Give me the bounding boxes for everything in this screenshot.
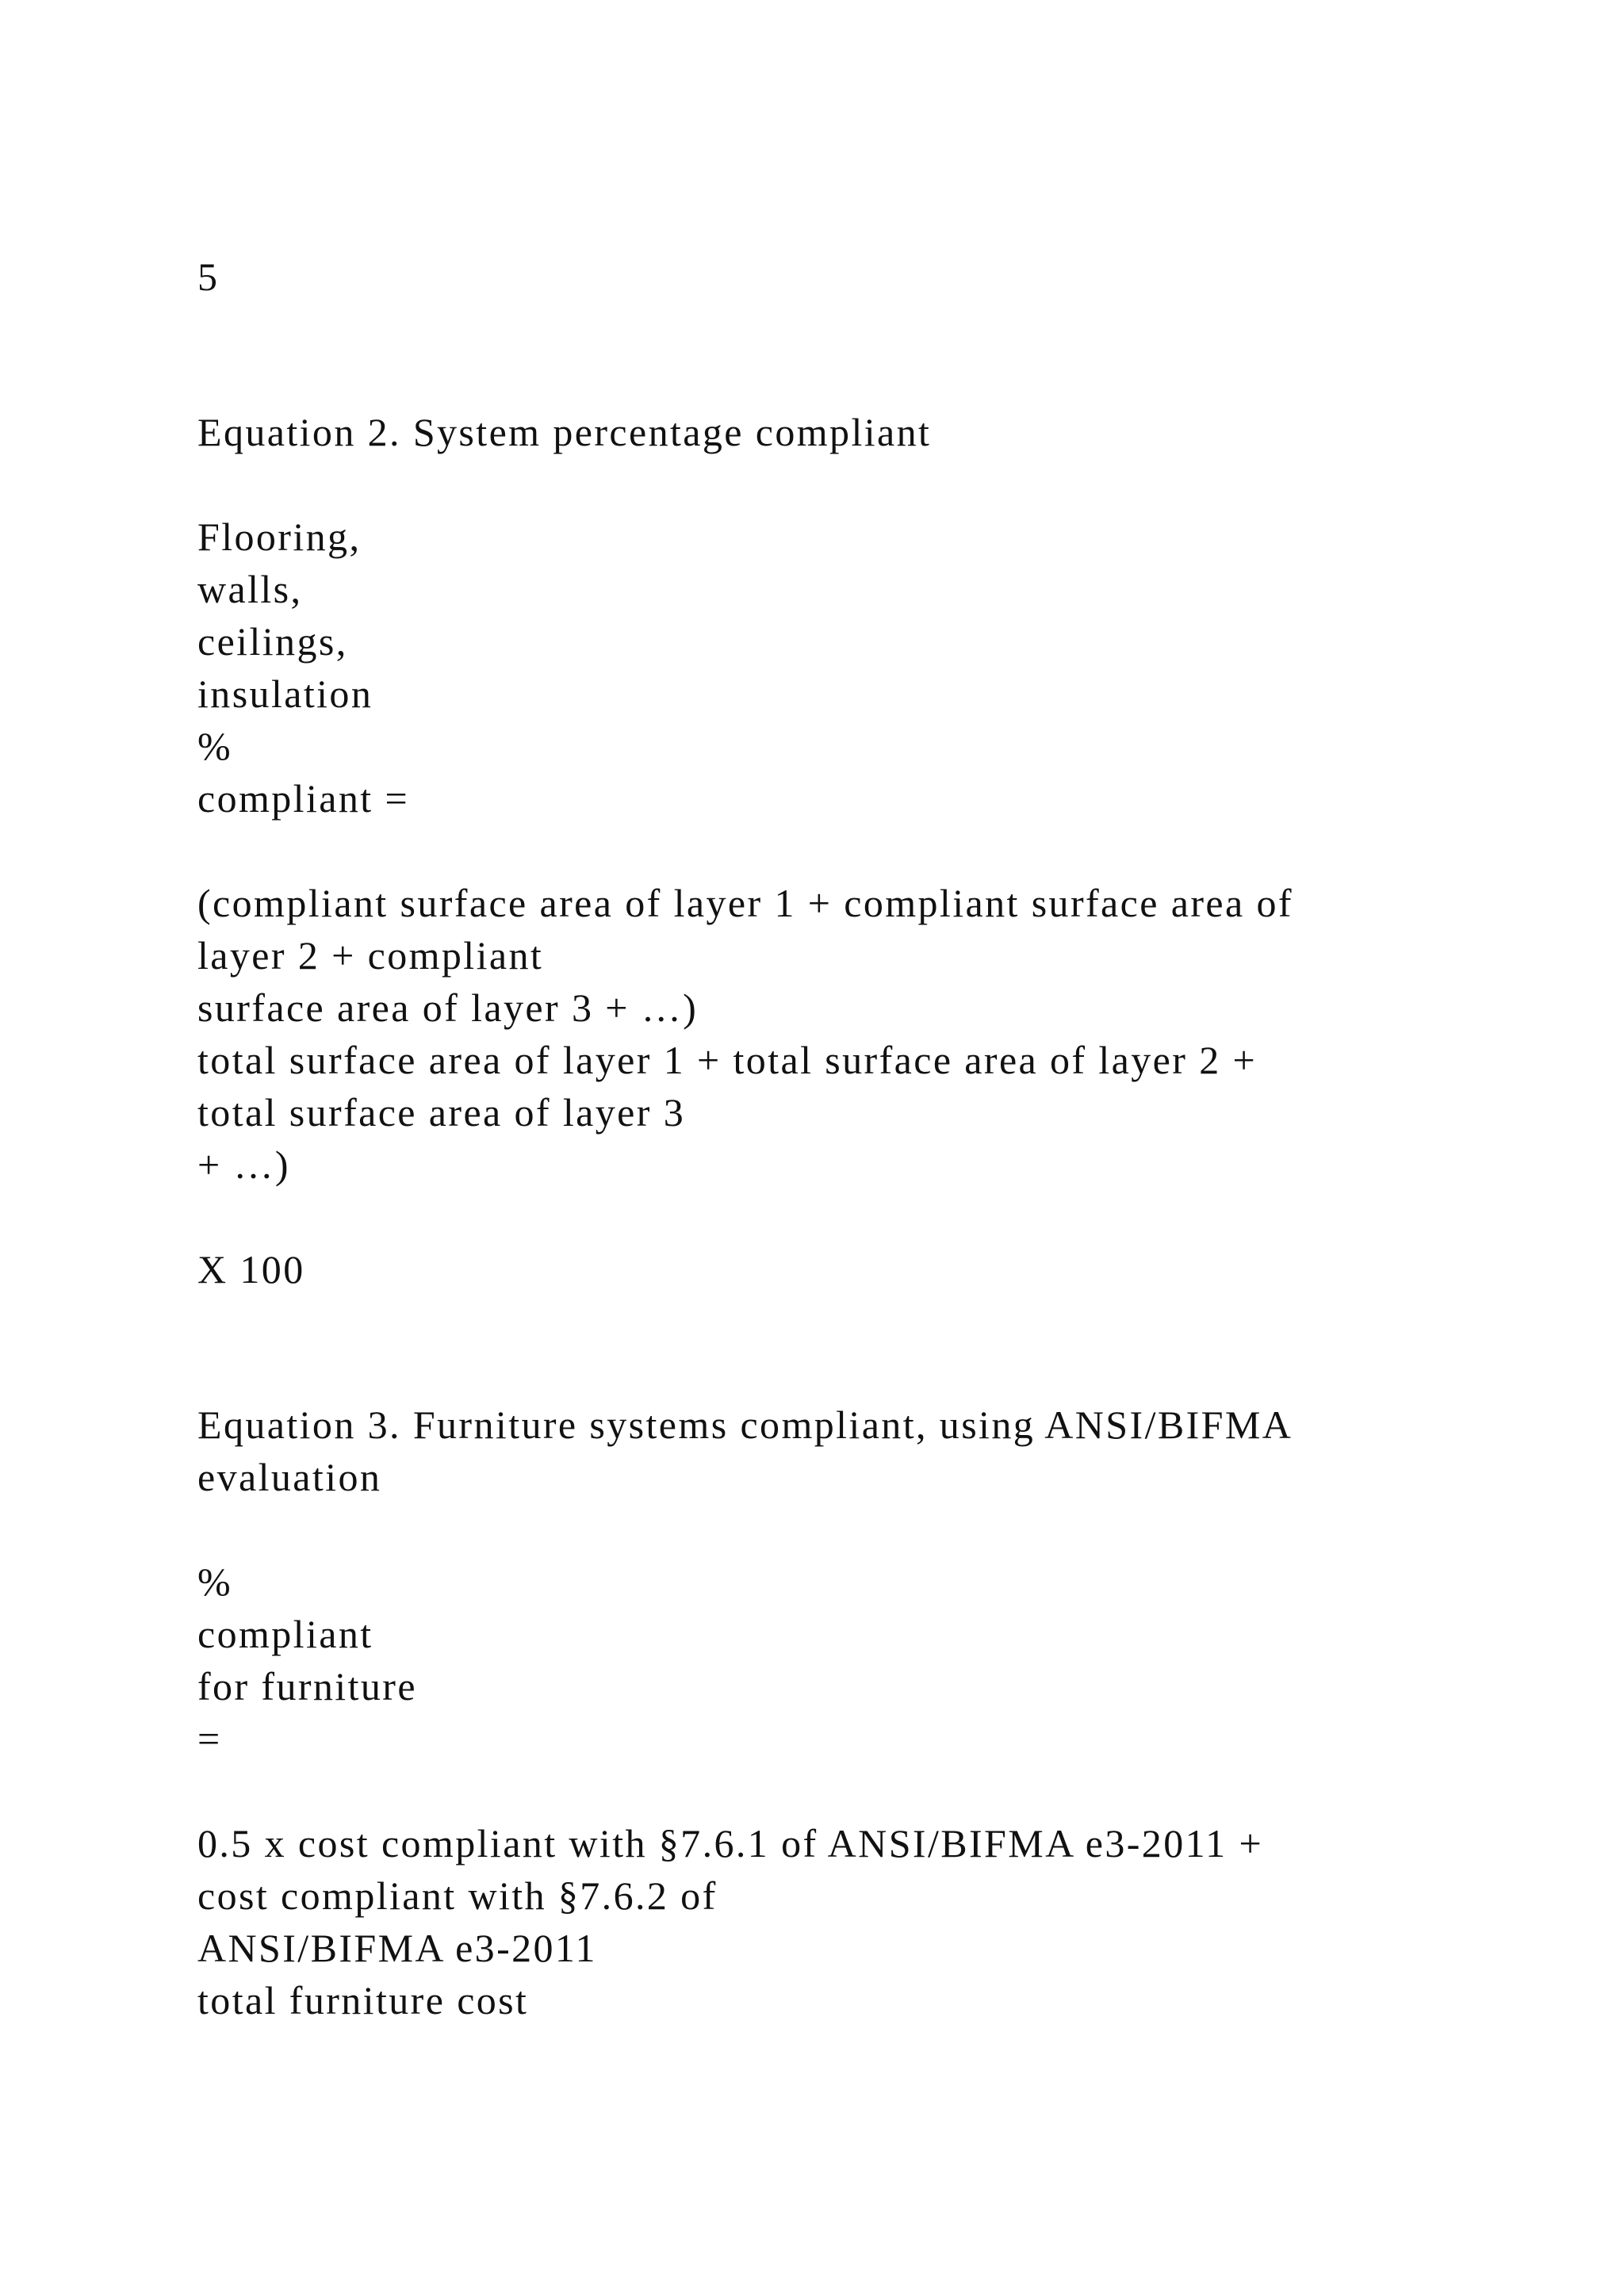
equation-3-left-line: % [197,1559,233,1604]
equation-2-left-line: insulation [197,672,373,716]
equation-2-title: Equation 2. System percentage compliant [197,410,932,454]
equation-2-multiplier: X 100 [197,1247,305,1292]
equation-3-left-line: = [197,1716,222,1761]
equation-2-denominator-line: total surface area of layer 1 + total surface area of layer 2 + [197,1038,1258,1082]
equation-2-denominator-line: total surface area of layer 3 [197,1090,686,1135]
equation-3-numerator-line: ANSI/BIFMA e3-2011 [197,1926,597,1970]
equation-2-numerator-line: surface area of layer 3 + …) [197,985,699,1030]
equation-2-left-line: % [197,724,233,768]
equation-3-left-line: for furniture [197,1664,417,1709]
equation-2-left-line: ceilings, [197,619,348,664]
equation-2-left-line: walls, [197,567,303,611]
page-number: 5 [197,254,220,299]
equation-2-numerator-line: (compliant surface area of layer 1 + compliant surface area of [197,881,1293,925]
equation-2-left-line: Flooring, [197,515,362,559]
equation-2-left-line: compliant = [197,776,410,821]
equation-2-denominator-line: + …) [197,1142,290,1187]
equation-2-numerator-line: layer 2 + compliant [197,933,544,978]
equation-3-left-line: compliant [197,1612,373,1656]
equation-3-numerator-line: cost compliant with §7.6.2 of [197,1873,718,1918]
equation-3-numerator-line: 0.5 x cost compliant with §7.6.1 of ANSI/BIFMA e3-2011 + [197,1821,1264,1866]
equation-3-denominator-line: total furniture cost [197,1978,529,2022]
equation-3-title: evaluation [197,1455,382,1499]
equation-3-title: Equation 3. Furniture systems compliant, using ANSI/BIFMA [197,1402,1293,1447]
